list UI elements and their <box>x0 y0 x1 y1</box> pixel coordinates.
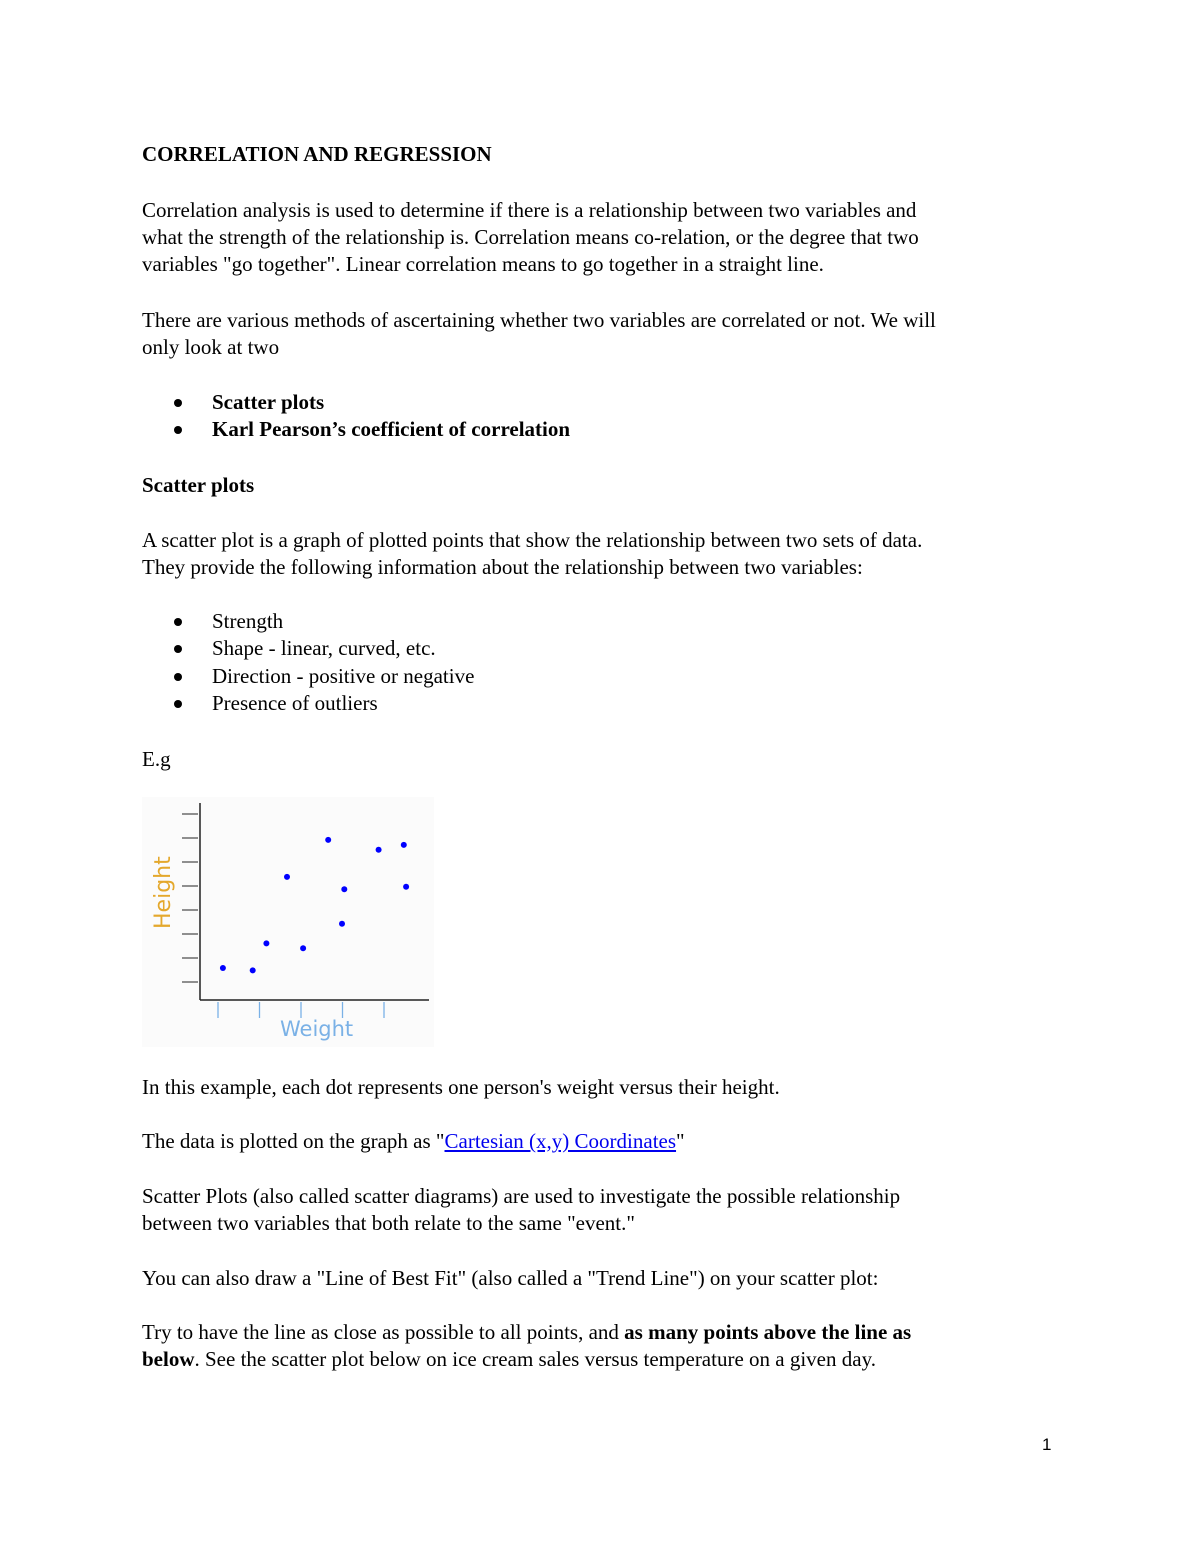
methods-line-1: There are various methods of ascertaining whether two variables are correlated or not. We will <box>142 308 936 332</box>
intro-line-1: Correlation analysis is used to determine if there is a relationship between two variables and <box>142 198 917 222</box>
try-line-1-normal: Try to have the line as close as possible to all points, and <box>142 1320 625 1344</box>
scatter-point <box>339 921 345 927</box>
scatter-point <box>403 884 409 890</box>
page-title: CORRELATION AND REGRESSION <box>142 142 492 166</box>
scatter-line-2: They provide the following information about the relationship between two variables: <box>142 555 863 579</box>
best-fit-sentence: You can also draw a "Line of Best Fit" (also called a "Trend Line") on your scatter plot: <box>142 1266 879 1290</box>
try-line-2-normal: . See the scatter plot below on ice cream sales versus temperature on a given day. <box>194 1347 876 1371</box>
list-item: Scatter plots <box>174 389 570 416</box>
scatter-figure <box>142 797 434 1047</box>
methods-line-2: only look at two <box>142 335 280 359</box>
list-item: Strength <box>174 608 474 635</box>
try-line-2 <box>142 1346 876 1373</box>
chart-background <box>142 797 434 1047</box>
eg-label: E.g <box>142 747 171 771</box>
scatter-plots-line-2: between two variables that both relate to the same "event." <box>142 1211 635 1235</box>
scatter-chart <box>142 797 434 1047</box>
list-item: Karl Pearson’s coefficient of correlation <box>174 416 570 443</box>
scatter-point <box>376 847 382 853</box>
scatter-point <box>300 945 306 951</box>
cartesian-link[interactable]: Cartesian (x,y) Coordinates <box>444 1129 677 1153</box>
intro-line-3: variables "go together". Linear correlation means to go together in a straight line. <box>142 252 824 276</box>
x-axis-label: Weight <box>280 1017 354 1041</box>
try-line-1-bold: as many points above the line as <box>624 1320 912 1344</box>
list-item: Direction - positive or negative <box>174 663 474 690</box>
example-sentence: In this example, each dot represents one person's weight versus their height. <box>142 1075 780 1099</box>
cartesian-after: " <box>676 1129 685 1153</box>
y-axis-label: Height <box>151 856 176 929</box>
scatter-point <box>341 886 347 892</box>
methods-list <box>174 389 570 444</box>
list-item: Shape - linear, curved, etc. <box>174 635 474 662</box>
scatter-point <box>263 940 269 946</box>
try-line-1 <box>142 1319 911 1346</box>
list-item: Presence of outliers <box>174 690 474 717</box>
cartesian-before: The data is plotted on the graph as " <box>142 1129 445 1153</box>
cartesian-sentence <box>142 1128 685 1155</box>
scatter-point <box>284 874 290 880</box>
scatter-point <box>401 842 407 848</box>
scatter-point <box>325 837 331 843</box>
scatter-line-1: A scatter plot is a graph of plotted points that show the relationship between two sets of data. <box>142 528 923 552</box>
scatter-point <box>220 965 226 971</box>
info-list <box>174 608 474 717</box>
scatter-point <box>250 967 256 973</box>
section-heading-scatter-plots: Scatter plots <box>142 473 255 497</box>
scatter-plots-line-1: Scatter Plots (also called scatter diagrams) are used to investigate the possible relationship <box>142 1184 901 1208</box>
try-line-2-bold: below <box>142 1347 195 1371</box>
page-number: 1 <box>1042 1435 1052 1454</box>
intro-line-2: what the strength of the relationship is. Correlation means co-relation, or the degree that two <box>142 225 919 249</box>
